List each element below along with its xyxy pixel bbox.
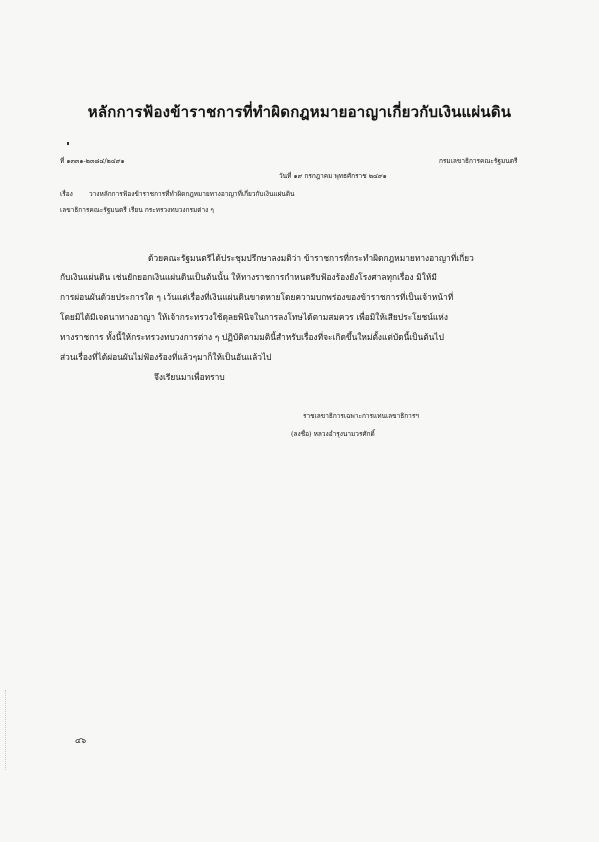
signer-name: (ลงชื่อ) หลวงอำรุงนามวรศักดิ์: [291, 430, 375, 438]
body-paragraph-line: โดยมิได้มีเจตนาทางอาญา ให้เจ้ากระทรวงใช้ดุลยพินิจในการลงโทษได้ตามสมควร เพื่อมิให้เสียประโยชน์แห่ง: [60, 312, 448, 322]
body-paragraph-line: การผ่อนผันด้วยประการใด ๆ เว้นแต่เรื่องที่เงินแผ่นดินขาดหายโดยความบกพร่องของข้าราชการที่เป็นเจ้าหน้าที่: [60, 292, 454, 302]
body-paragraph-line: ทางราชการ ทั้งนี้ให้กระทรวงทบวงการต่าง ๆ ปฏิบัติตามมตินี้สำหรับเรื่องที่จะเกิดขึ้นใหม่ตั้งแต่บัดนี้เป็นต้นไป: [60, 332, 444, 342]
signer-title: ราชเลขาธิการเฉพาะการแทนเลขาธิการฯ: [303, 412, 419, 420]
reference-number: ที่ ๑๓๓๑-๒๓๘๔/๒๔๙๑: [60, 157, 125, 165]
closing-line: จึงเรียนมาเพื่อทราบ: [154, 372, 225, 382]
body-paragraph-line: ด้วยคณะรัฐมนตรีได้ประชุมปรึกษาลงมติว่า ข้าราชการที่กระทำผิดกฎหมายทางอาญาที่เกี่ยว: [148, 253, 474, 263]
issuing-agency: กรมเลขาธิการคณะรัฐมนตรี: [439, 157, 518, 165]
subject-label: เรื่อง: [60, 190, 73, 198]
document-date: วันที่ ๑๙ กรกฎาคม พุทธศักราช ๒๔๙๑: [279, 172, 387, 180]
recipient-line: เลขาธิการคณะรัฐมนตรี เรียน กระทรวงทบวงกรมต่าง ๆ: [60, 206, 214, 214]
subject-text: วางหลักการฟ้องข้าราชการที่ทำผิดกฎหมายทางอาญาที่เกี่ยวกับเงินแผ่นดิน: [89, 190, 295, 198]
body-paragraph-line: ส่วนเรื่องที่ได้ผ่อนผันไม่ฟ้องร้องที่แล้วๆมาก็ให้เป็นอันแล้วไป: [60, 352, 272, 362]
document-title: หลักการฟ้องข้าราชการที่ทำผิดกฎหมายอาญาเกี่ยวกับเงินแผ่นดิน: [87, 103, 512, 121]
margin-mark: [67, 142, 69, 145]
scan-artifact: [5, 690, 7, 770]
body-paragraph-line: กับเงินแผ่นดิน เช่นยักยอกเงินแผ่นดินเป็นต้นนั้น ให้ทางราชการกำหนดรีบฟ้องร้องยังโรงศาลทุกเรื่อง มิให้มี: [60, 272, 437, 282]
page-number: ๔๖: [75, 736, 87, 745]
